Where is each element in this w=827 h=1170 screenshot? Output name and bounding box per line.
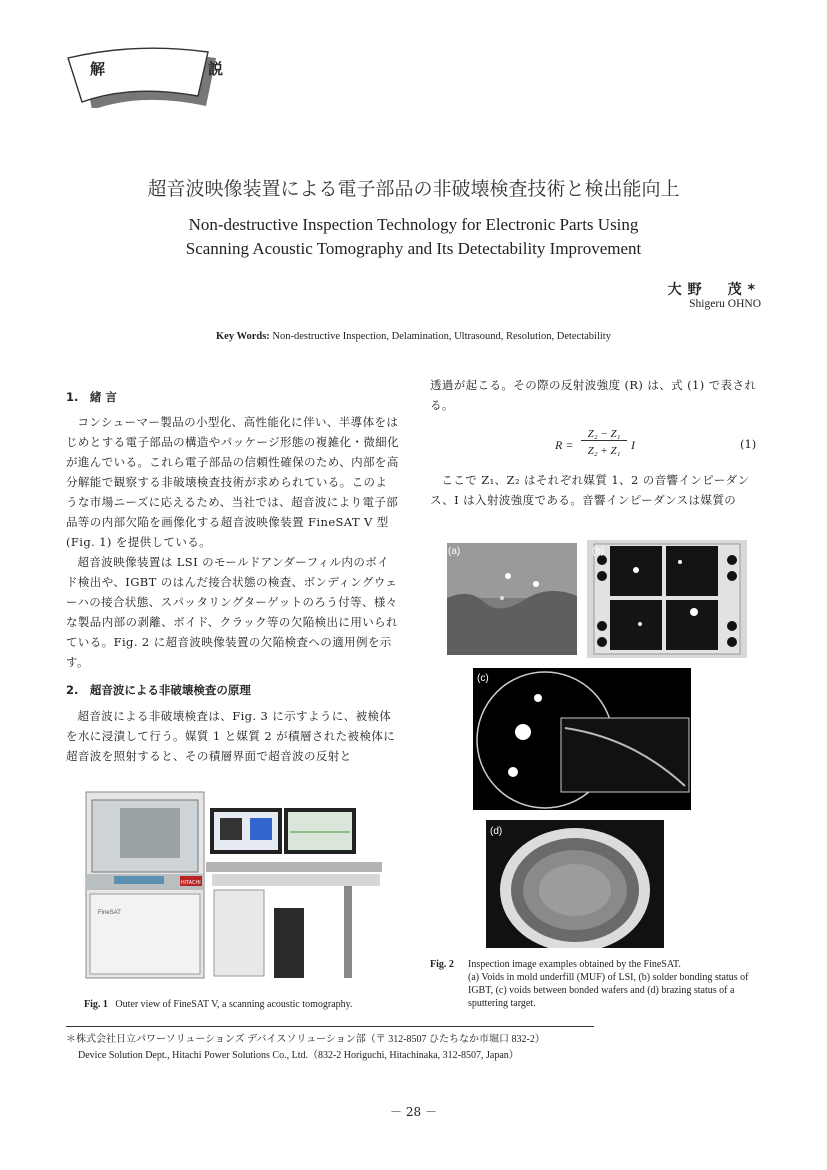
section-2-body [66, 706, 399, 766]
fig2-panel-a-b [444, 540, 747, 658]
fig2-panel-a-label: (a) [448, 546, 461, 557]
section-badge-label: 解 説 [90, 60, 268, 78]
title-english [0, 213, 827, 261]
fig2-panel-b-label: (b) [592, 546, 605, 557]
section-1-paragraph-2: 超音波映像装置は LSI のモールドアンダーフィル内のボイド検出や、IGBT のはんだ接合状態の検査、ボンディングウェーハの接合状態、スパッタリングターゲットのろう付等、様々な製品内部の剥離、ボイド、クラック等の欠陥検出に用いられている。Fig. 2 に超音波映像装置の欠陥検査への適用例を示す。 [66, 555, 398, 669]
right-column-body [430, 470, 760, 510]
fig2-caption-detail: (a) Voids in mold underfill (MUF) of LSI, (b) solder bonding status of IGBT, (c) voids between bonded wafers and (d) brazing status of a sputtering target. [468, 972, 749, 1009]
equation-denominator: Z₂ + Z₁ [587, 445, 621, 457]
footnote-japanese: ＊株式会社日立パワーソリューションズ デバイスソリューション部（〒 312-8507 ひたちなか市堀口 832-2） [66, 1034, 545, 1045]
fig2-panel-c-label: (c) [477, 673, 489, 684]
equation-tail: I [631, 438, 635, 452]
title-japanese: 超音波映像装置による電子部品の非破壊検査技術と検出能向上 [147, 178, 680, 200]
right-column-top [430, 375, 760, 415]
fig2-panel-c [473, 668, 691, 810]
author-japanese: 大野 茂* [667, 282, 761, 298]
page-number: － 28 － [390, 1105, 437, 1119]
author-english: Shigeru OHNO [689, 298, 761, 310]
fig1-caption [84, 998, 400, 1011]
section-1-paragraph-1: コンシューマー製品の小型化、高性能化に伴い、半導体をはじめとする電子部品の構造やパッケージ形態の複雑化・微細化が進んでいる。これら電子部品の信頼性確保のため、内部を高分解能で観察する非破壊検査技術が求められている。このような市場ニーズに応えるため、当社では、超音波により電子部品等の内部欠陥を画像化する超音波映像装置 FineSAT V 型 (Fig. 1) を提供している。 [66, 415, 399, 549]
equation-number: (1) [740, 437, 757, 451]
equation-lhs: R = [555, 438, 574, 452]
footer-divider [66, 1026, 594, 1027]
fig1-caption-text: Outer view of FineSAT V, a scanning acoustic tomography. [115, 999, 353, 1010]
fig2-caption [430, 958, 760, 1010]
fig2-label: Fig. 2 [430, 959, 454, 970]
equation-1 [555, 428, 655, 462]
fig1-label: Fig. 1 [84, 999, 108, 1010]
section-1-body [66, 412, 399, 672]
section-1-heading: 1. 緒 言 [66, 390, 117, 404]
fig2-panel-d [486, 820, 664, 948]
keywords-label: Key Words: [216, 331, 270, 342]
machine-model: FineSAT [98, 910, 121, 916]
right-paragraph-1: 透過が起こる。その際の反射波強度 (R) は、式 (1) で表される。 [430, 378, 757, 412]
affiliation-footnote [66, 1032, 545, 1064]
keywords [0, 331, 827, 342]
fig2-caption-title: Inspection image examples obtained by the FineSAT. [468, 959, 681, 970]
right-paragraph-2: ここで Z₁、Z₂ はそれぞれ媒質 1、2 の音響インピーダンス、I は入射波強度である。音響インピーダンスは媒質の [430, 473, 750, 507]
keywords-text: Non-destructive Inspection, Delamination, Ultrasound, Resolution, Detectability [269, 331, 611, 342]
equation-numerator: Z₂ − Z₁ [581, 428, 627, 441]
section-2-paragraph-1: 超音波による非破壊検査は、Fig. 3 に示すように、被検体を水に浸漬して行う。媒質 1 と媒質 2 が積層された被検体に超音波を照射すると、その積層界面で超音波の反射と [66, 709, 396, 763]
footnote-english: Device Solution Dept., Hitachi Power Solutions Co., Ltd.（832-2 Horiguchi, Hitachinaka, 312-8507, Japan） [78, 1050, 519, 1061]
title-english-line2: Scanning Acoustic Tomography and Its Detectability Improvement [185, 239, 642, 258]
fig2-panel-d-label: (d) [490, 826, 503, 837]
title-english-line1: Non-destructive Inspection Technology for Electronic Parts Using [188, 215, 639, 234]
machine-brand: HITACHI [181, 880, 201, 886]
section-2-heading: 2. 超音波による非破壊検査の原理 [66, 683, 251, 697]
fig1-photo [84, 790, 384, 990]
